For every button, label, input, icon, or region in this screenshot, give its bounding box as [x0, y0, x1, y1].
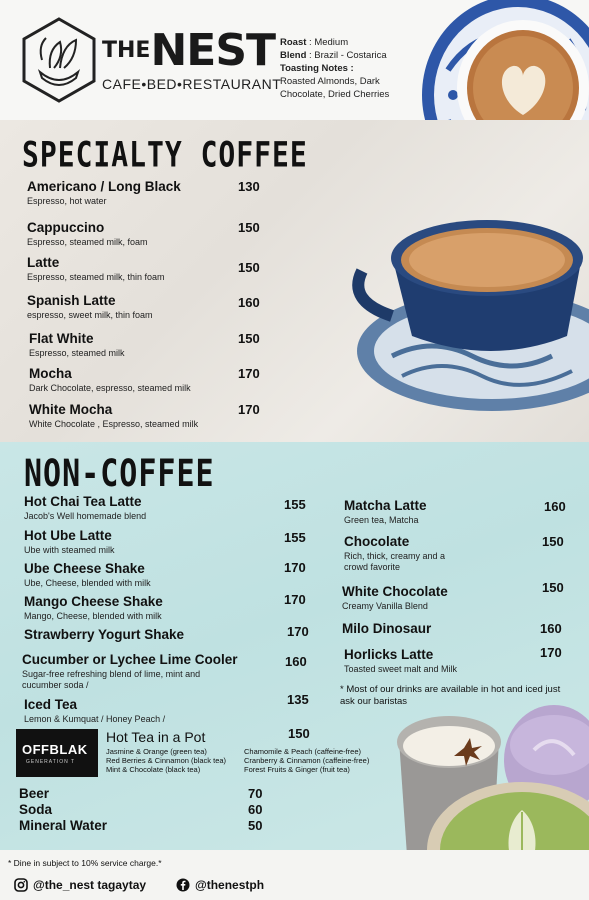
item-name: Ube Cheese Shake: [24, 561, 145, 576]
menu-item: [27, 293, 153, 321]
menu-item: [24, 561, 151, 589]
item-price: 150: [542, 580, 564, 595]
menu-item: [342, 621, 431, 637]
item-name: Milo Dinosaur: [342, 621, 432, 636]
item-name: Beer: [19, 786, 50, 801]
brand-the: THE: [102, 38, 151, 63]
item-name: Flat White: [29, 331, 94, 346]
menu-item: [29, 366, 191, 394]
item-name: Iced Tea: [24, 697, 78, 712]
item-price: 170: [238, 366, 260, 381]
service-charge-note: * Dine in subject to 10% service charge.*: [8, 858, 162, 868]
item-price: 170: [284, 560, 306, 575]
tea-item: [106, 729, 205, 745]
tea-flavor: Forest Fruits & Ginger (fruit tea): [244, 765, 350, 774]
item-name: Cappuccino: [27, 220, 105, 235]
brand-block: [102, 25, 282, 92]
menu-item: [29, 331, 125, 359]
item-name: Mocha: [29, 366, 72, 381]
availability-note: * Most of our drinks are available in hot and iced just ask our baristas: [340, 684, 561, 707]
offblak-brand: OFFBLAK: [22, 742, 88, 757]
item-desc: Rich, thick, creamy and a crowd favorite: [344, 551, 446, 572]
item-name: White Mocha: [29, 402, 113, 417]
item-desc: Dark Chocolate, espresso, steamed milk: [29, 383, 191, 393]
offblak-tagline: GENERATION T: [26, 759, 76, 765]
brand-nest: NEST: [150, 25, 276, 76]
blend-label: Blend: [280, 50, 307, 61]
menu-item: [29, 402, 198, 430]
item-desc: Creamy Vanilla Blend: [342, 601, 428, 611]
menu-item: [19, 818, 107, 834]
item-name: Hot Ube Latte: [24, 528, 112, 543]
menu-item: [22, 652, 252, 691]
menu-item: [19, 786, 49, 802]
item-name: Cucumber or Lychee Lime Cooler: [22, 652, 238, 667]
roast-label: Roast: [280, 37, 307, 48]
item-desc: Espresso, hot water: [27, 196, 107, 206]
item-name: Americano / Long Black: [27, 179, 181, 194]
item-price: 150: [542, 534, 564, 549]
item-price: 70: [248, 786, 263, 801]
item-desc: Green tea, Matcha: [344, 515, 419, 525]
item-desc: Lemon & Kumquat / Honey Peach /: [24, 714, 166, 724]
item-name: Soda: [19, 802, 53, 817]
item-name: White Chocolate: [342, 584, 448, 599]
item-desc: White Chocolate , Espresso, steamed milk: [29, 419, 199, 429]
item-price: 160: [238, 295, 260, 310]
instagram-text: @the_nest tagaytay: [33, 878, 147, 892]
item-price: 170: [284, 592, 306, 607]
item-price: 150: [238, 220, 260, 235]
menu-item: [344, 498, 427, 526]
item-desc: Sugar-free refreshing blend of lime, mint and cucumber soda /: [22, 669, 201, 690]
item-price: 160: [544, 499, 566, 514]
cappuccino-photo: [352, 206, 589, 420]
item-name: Chocolate: [344, 534, 410, 549]
tea-flavor: Chamomile & Peach (caffeine-free): [244, 747, 361, 756]
item-desc: Espresso, steamed milk: [29, 348, 125, 358]
menu-item: [24, 494, 146, 522]
menu-item: [344, 534, 464, 573]
tea-flavors-col1: [106, 747, 226, 774]
instagram-icon: [14, 878, 28, 892]
item-price: 150: [238, 331, 260, 346]
item-price: 160: [285, 654, 307, 669]
item-name: Spanish Latte: [27, 293, 116, 308]
nest-logo: [20, 16, 98, 104]
item-price: 170: [238, 402, 260, 417]
tea-flavor: Mint & Chocolate (black tea): [106, 765, 201, 774]
brand-name: [102, 25, 281, 76]
item-name: Matcha Latte: [344, 498, 427, 513]
menu-item: [19, 802, 52, 818]
menu-item: [24, 697, 165, 725]
item-price: 170: [540, 645, 562, 660]
menu-item: [24, 594, 163, 622]
menu-item: [24, 528, 115, 556]
roast-value: : Medium: [309, 37, 349, 48]
item-price: 60: [248, 802, 263, 817]
item-desc: Jacob's Well homemade blend: [24, 511, 147, 521]
item-desc: espresso, sweet milk, thin foam: [27, 310, 153, 320]
facebook-icon: [176, 878, 190, 892]
item-price: 150: [288, 726, 310, 741]
offblak-logo: [16, 729, 98, 777]
specialty-title: SPECIALTY COFFEE: [22, 134, 308, 176]
tea-flavor: Cranberry & Cinnamon (caffeine-free): [244, 756, 370, 765]
item-price: 155: [284, 497, 306, 512]
noncoffee-title: NON-COFFEE: [24, 452, 215, 496]
item-name: Hot Tea in a Pot: [106, 729, 206, 745]
item-desc: Espresso, steamed milk, thin foam: [27, 272, 165, 282]
item-price: 130: [238, 179, 260, 194]
notes-label: Toasting Notes :: [280, 63, 354, 74]
instagram-handle[interactable]: [14, 878, 146, 892]
roast-info: [280, 36, 410, 101]
item-name: Mango Cheese Shake: [24, 594, 163, 609]
facebook-handle[interactable]: [176, 878, 264, 892]
tea-flavor: Jasmine & Orange (green tea): [106, 747, 207, 756]
facebook-text: @thenestph: [195, 878, 265, 892]
menu-item: [27, 179, 181, 207]
item-price: 170: [287, 624, 309, 639]
item-name: Strawberry Yogurt Shake: [24, 627, 185, 642]
item-price: 150: [238, 260, 260, 275]
item-price: 155: [284, 530, 306, 545]
item-name: Mineral Water: [19, 818, 108, 833]
tea-flavor: Red Berries & Cinnamon (black tea): [106, 756, 227, 765]
menu-item: [344, 647, 457, 675]
menu-item: [24, 627, 184, 643]
item-desc: Espresso, steamed milk, foam: [27, 237, 148, 247]
item-name: Hot Chai Tea Latte: [24, 494, 142, 509]
blend-value: : Brazil - Costarica: [309, 50, 387, 61]
item-name: Horlicks Latte: [344, 647, 434, 662]
item-price: 160: [540, 621, 562, 636]
item-price: 135: [287, 692, 309, 707]
brand-subtitle: CAFE•BED•RESTAURANT: [102, 76, 282, 92]
menu-item: [27, 255, 165, 283]
notes-value: Roasted Almonds, Dark Chocolate, Dried Cherries: [280, 76, 390, 100]
item-name: Latte: [27, 255, 60, 270]
item-price: 50: [248, 818, 263, 833]
tea-flavors-col2: [244, 747, 369, 774]
item-desc: Ube with steamed milk: [24, 545, 115, 555]
item-desc: Mango, Cheese, blended with milk: [24, 611, 162, 621]
menu-item: [342, 584, 448, 612]
item-desc: Ube, Cheese, blended with milk: [24, 578, 151, 588]
item-desc: Toasted sweet malt and Milk: [344, 664, 458, 674]
menu-item: [27, 220, 148, 248]
